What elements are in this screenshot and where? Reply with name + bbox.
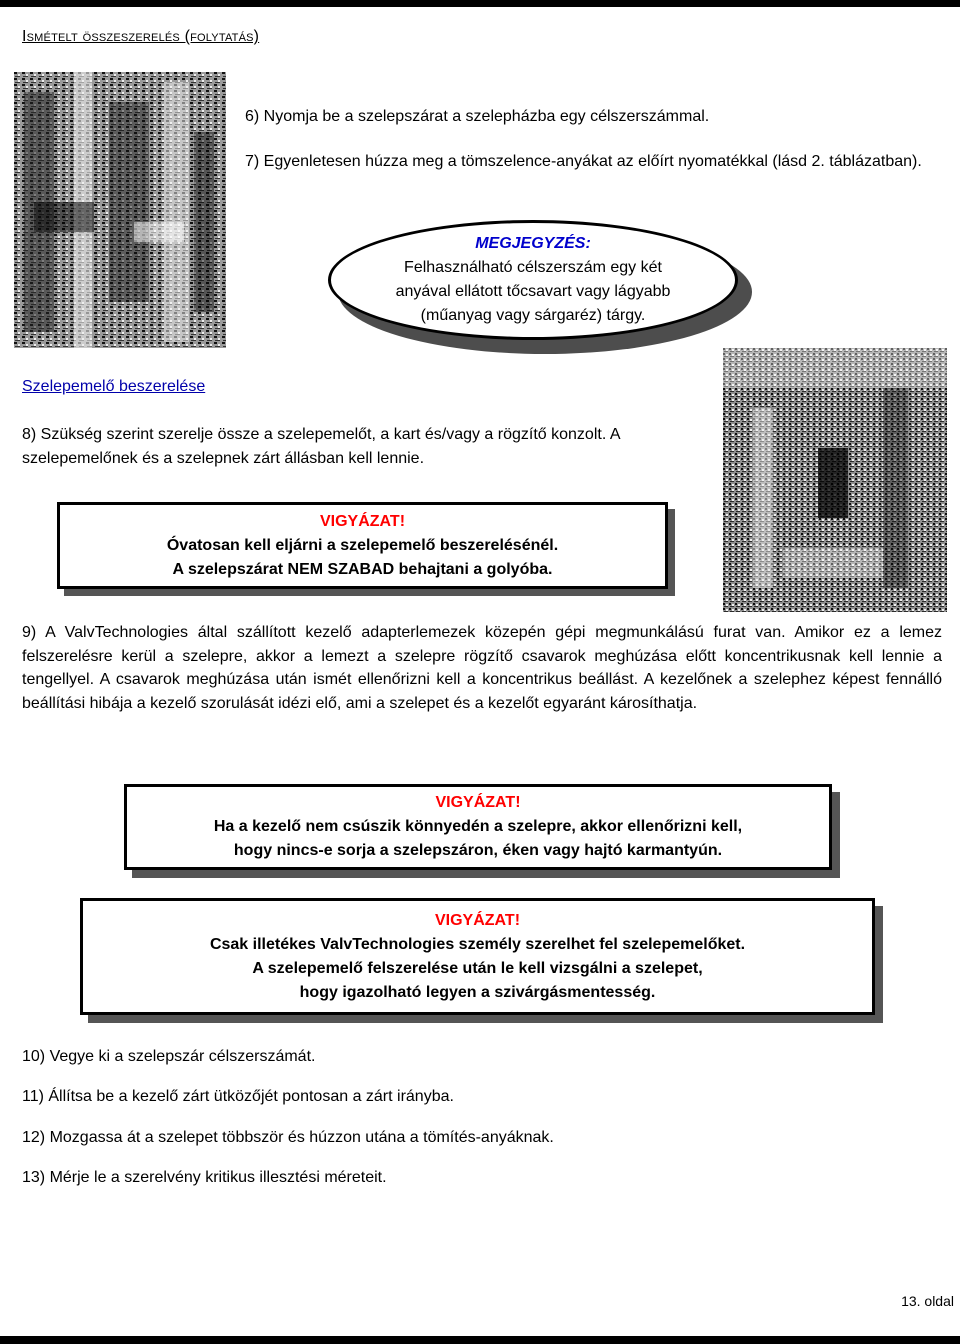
- warning-2-line-2: hogy nincs-e sorja a szelepszáron, éken vagy hajtó karmantyún.: [233, 842, 723, 859]
- section-title: Szelepemelő beszerelése: [22, 378, 206, 395]
- step-7: 7) Egyenletesen húzza meg a tömszelence-anyákat az előírt nyomatékkal (lásd 2. táblázatban).: [245, 153, 922, 170]
- warning-2-box: [124, 784, 832, 870]
- note-line-3: (műanyag vagy sárgaréz) tárgy.: [420, 307, 646, 324]
- warning-2-title: VIGYÁZAT!: [435, 794, 521, 811]
- step-13: 13) Mérje le a szerelvény kritikus illesztési méreteit.: [22, 1169, 387, 1186]
- warning-3-line-1: Csak illetékes ValvTechnologies személy szerelhet fel szelepemelőket.: [209, 935, 746, 953]
- warning-2-line-1: Ha a kezelő nem csúszik könnyedén a szelepre, akkor ellenőrizni kell,: [213, 818, 743, 835]
- step-8: 8) Szükség szerint szerelje össze a szelepemelőt, a kart és/vagy a rögzítő konzolt. A szelepemelőnek és a szelepnek zárt állásban kell lennie.: [22, 426, 620, 467]
- warning-2: [124, 784, 844, 882]
- note-ellipse: [328, 220, 738, 340]
- valve-stem-photo: [14, 72, 226, 348]
- step-12: 12) Mozgassa át a szelepet többször és húzzon utána a tömítés-anyáknak.: [22, 1129, 554, 1146]
- page-number: 13. oldal: [901, 1293, 954, 1309]
- lifter-assembly-photo: [723, 348, 947, 612]
- bottom-rule: [0, 1336, 960, 1344]
- note-callout: [328, 220, 756, 356]
- warning-3-line-2: A szelepemelő felszerelése után le kell vizsgálni a szelepet,: [252, 959, 703, 977]
- warning-3-box: [80, 898, 875, 1015]
- warning-3-line-3: hogy igazolható legyen a szivárgásmentesség.: [299, 983, 656, 1001]
- note-line-2: anyával ellátott tőcsavart vagy lágyabb: [395, 283, 671, 300]
- step-10: 10) Vegye ki a szelepszár célszerszámát.: [22, 1048, 316, 1065]
- step-11: 11) Állítsa be a kezelő zárt ütközőjét pontosan a zárt irányba.: [22, 1088, 454, 1105]
- warning-1-line-2: A szelepszárat NEM SZABAD behajtani a golyóba.: [172, 560, 553, 578]
- warning-1-title: VIGYÁZAT!: [319, 512, 406, 530]
- note-title: MEGJEGYZÉS:: [475, 235, 591, 252]
- step-6: 6) Nyomja be a szelepszárat a szelepházba egy célszerszámmal.: [245, 108, 710, 125]
- warning-3-title: VIGYÁZAT!: [434, 911, 521, 929]
- warning-3: [80, 898, 885, 1026]
- warning-1-line-1: Óvatosan kell eljárni a szelepemelő beszerelésénél.: [166, 536, 559, 554]
- warning-1: [57, 502, 677, 598]
- top-rule: [0, 0, 960, 7]
- step-9: 9) A ValvTechnologies által szállított kezelő adapterlemezek közepén gépi megmunkálású furat van. Amikor ez a lemez felszerelésre kerül a szelepre, akkor a lemezt a szelepre rögzítő csavarok meghúzása előtt koncentrikusnak kell lennie a tengellyel. A csavarok meghúzása után ismét ellenőrizni kell a koncentrikus beállást. A kezelőnek a szelephez képest fennálló beállítási hibája a kezelő szorulását idézi elő, ami a szelepet és a kezelőt egyaránt károsíthatja.: [22, 624, 942, 712]
- note-line-1: Felhasználható célszerszám egy két: [404, 259, 662, 276]
- warning-1-box: [57, 502, 668, 589]
- page-header: Ismételt összeszerelés (folytatás): [22, 28, 260, 45]
